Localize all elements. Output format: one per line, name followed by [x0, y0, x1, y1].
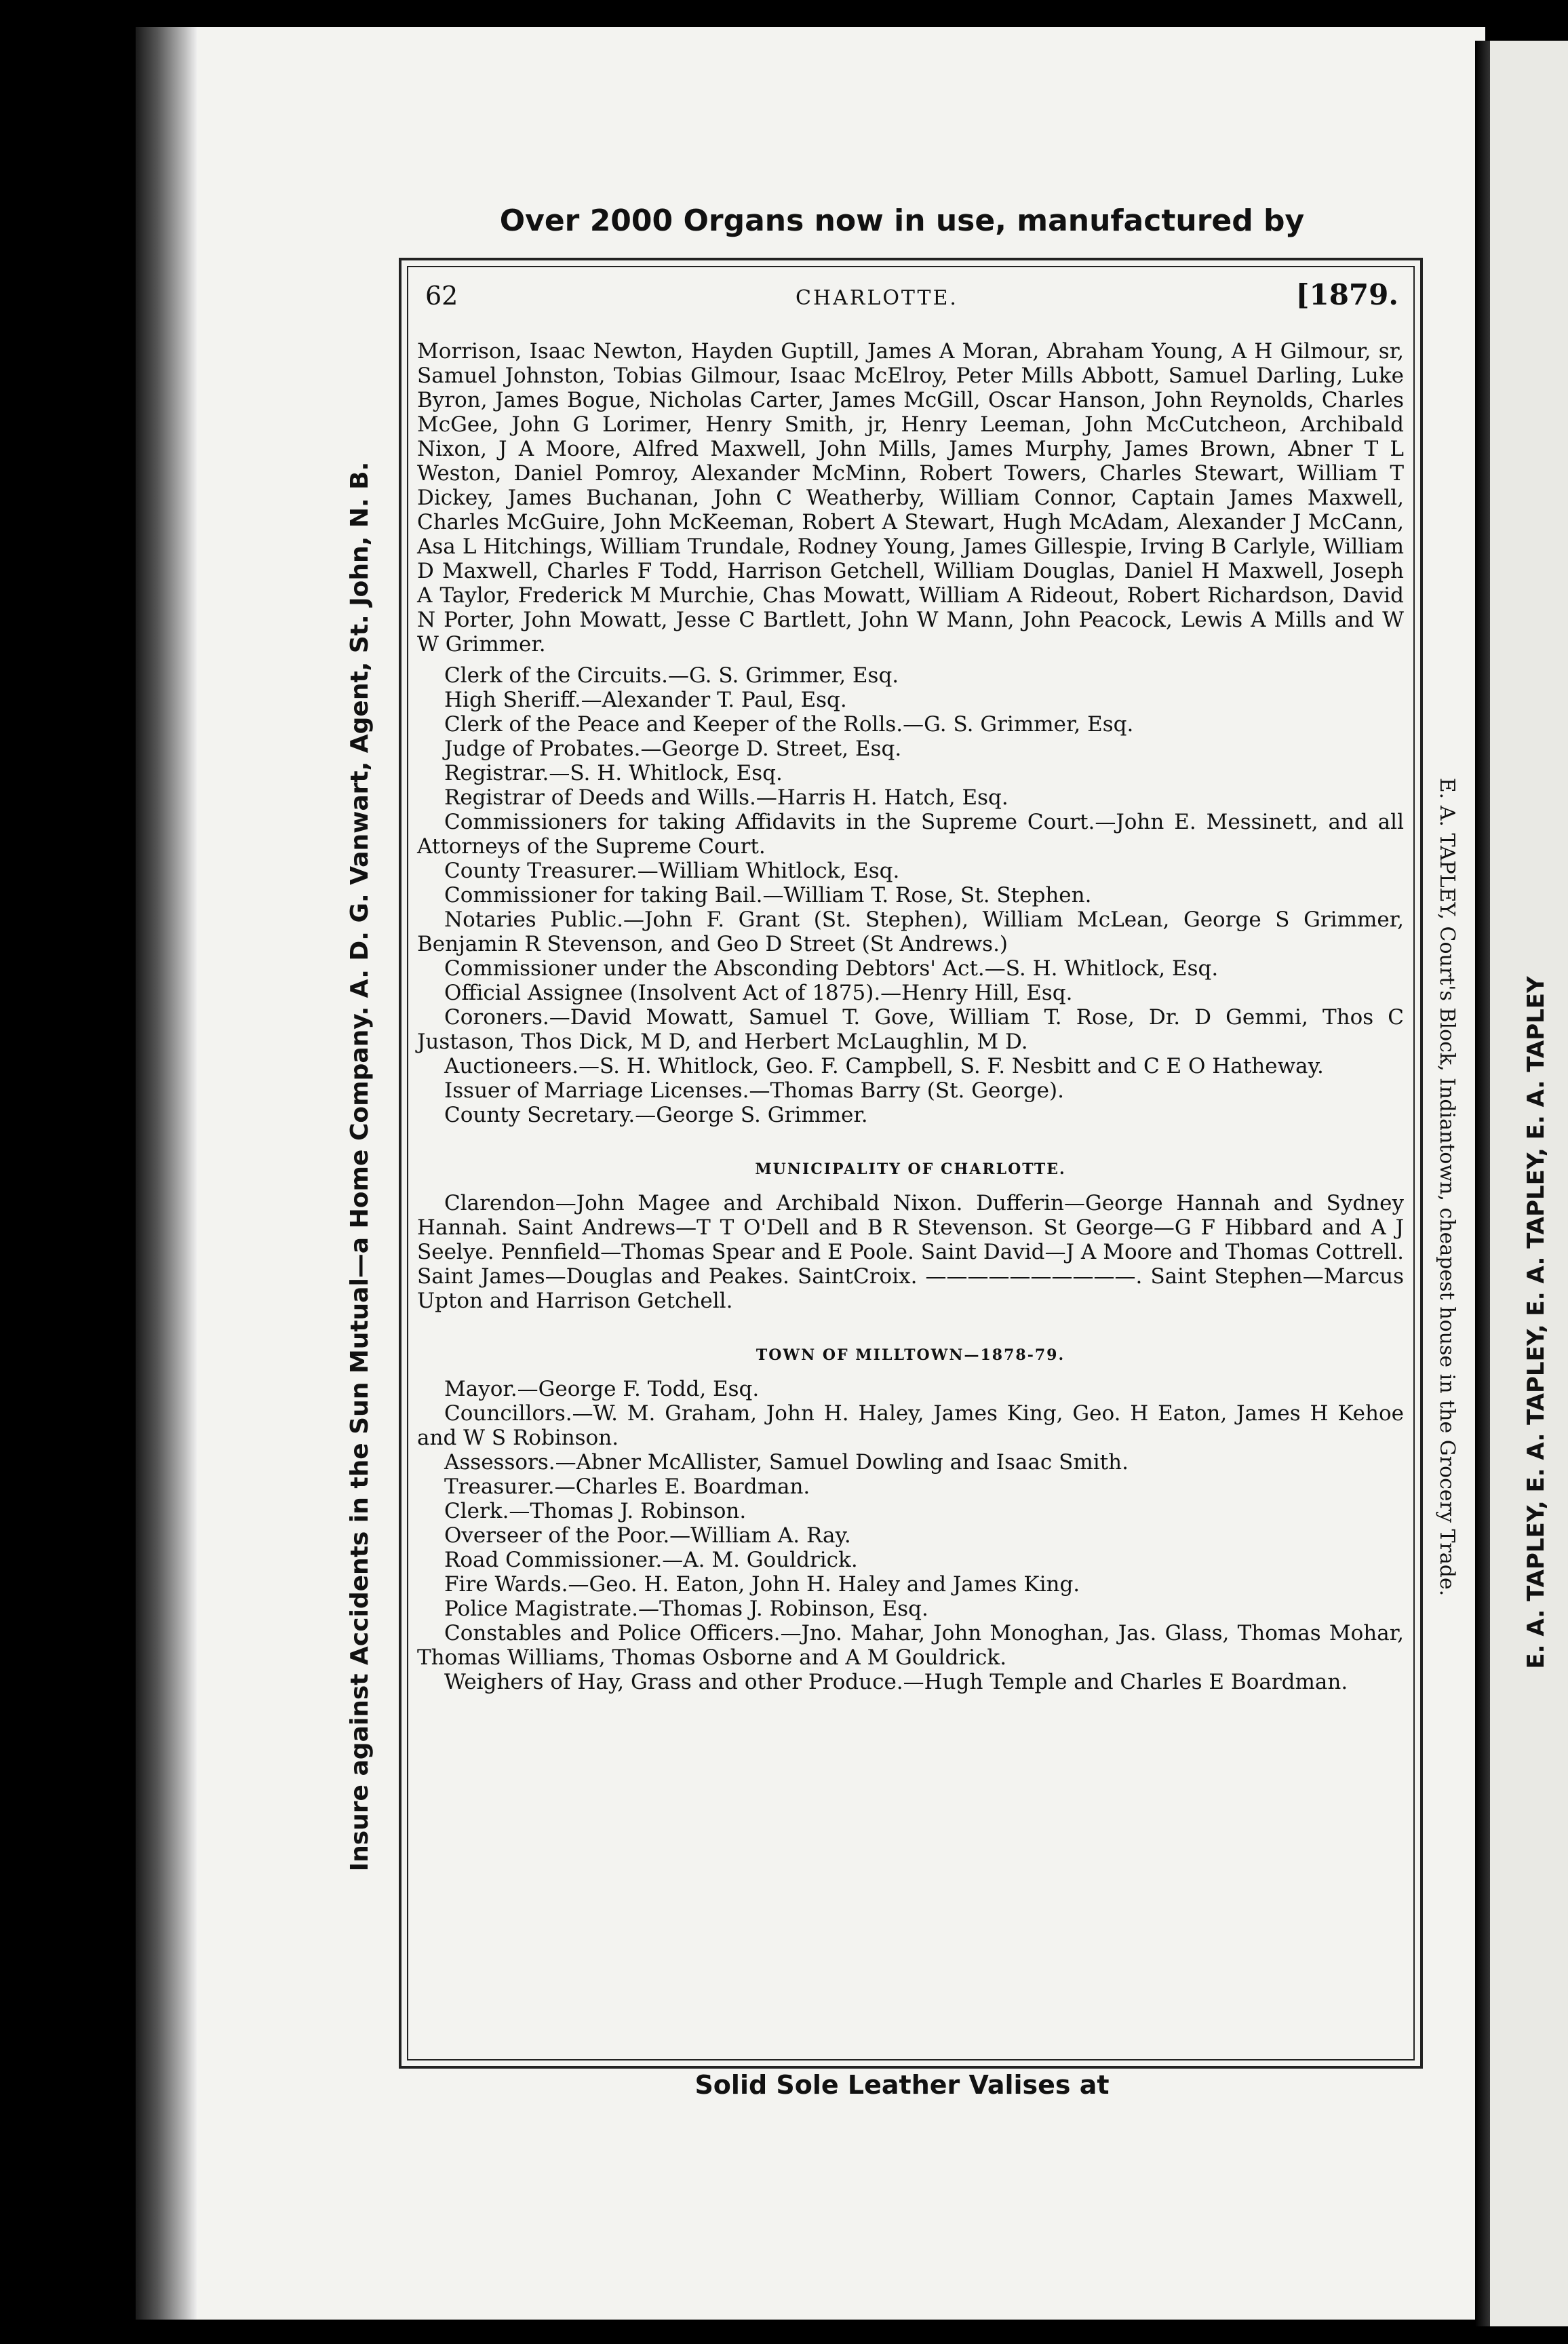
list-item: Weighers of Hay, Grass and other Produce.—Hugh Temple and Charles E Boardman. [444, 1670, 1348, 1694]
list-item: Auctioneers.—S. H. Whitlock, Geo. F. Campbell, S. F. Nesbitt and C E O Hatheway. [444, 1054, 1324, 1078]
right-side-advertisement: E. A. TAPLEY, Court's Block, Indiantown, cheapest house in the Grocery Trade. [1435, 777, 1459, 1597]
list-item: Commissioner for taking Bail.—William T. Rose, St. Stephen. [444, 883, 1092, 907]
list-item: Registrar of Deeds and Wills.—Harris H. Hatch, Esq. [444, 785, 1008, 810]
milltown-title: TOWN OF MILLTOWN—1878-79. [756, 1346, 1065, 1364]
list-item: Official Assignee (Insolvent Act of 1875).—Henry Hill, Esq. [444, 981, 1073, 1005]
list-item: Councillors.—W. M. Graham, John H. Haley, James King, Geo. H Eaton, James H Kehoe and W S Robinson. [417, 1401, 1404, 1450]
list-item: Assessors.—Abner McAllister, Samuel Dowling and Isaac Smith. [444, 1450, 1129, 1474]
list-item: Overseer of the Poor.—William A. Ray. [444, 1523, 851, 1548]
list-item: Clerk.—Thomas J. Robinson. [444, 1499, 747, 1523]
list-item: Clerk of the Circuits.—G. S. Grimmer, Esq. [444, 663, 899, 688]
page-number: 62 [425, 281, 458, 311]
page-content [417, 271, 1404, 1694]
left-side-advertisement: Insure against Accidents in the Sun Mutual—a Home Company. A. D. G. Vanwart, Agent, St. John, N. B. [346, 461, 374, 1872]
list-item: Road Commissioner.—A. M. Gouldrick. [444, 1548, 858, 1572]
list-item: Constables and Police Officers.—Jno. Mahar, John Monoghan, Jas. Glass, Thomas Mohar, Thomas Williams, Thomas Osborne and A M Gouldrick. [417, 1621, 1404, 1670]
list-item: Issuer of Marriage Licenses.—Thomas Barry (St. George). [444, 1078, 1064, 1103]
list-item: County Secretary.—George S. Grimmer. [444, 1103, 868, 1127]
top-advertisement: Over 2000 Organs now in use, manufactured by [499, 203, 1305, 238]
list-item: Notaries Public.—John F. Grant (St. Stephen), William McLean, George S Grimmer, Benjamin R Stevenson, and Geo D Street (St Andrews.) [417, 907, 1404, 956]
book-binding [136, 27, 197, 2320]
list-item: Police Magistrate.—Thomas J. Robinson, Esq. [444, 1597, 928, 1621]
list-item: Judge of Probates.—George D. Street, Esq. [444, 737, 902, 761]
county-officers-list [417, 663, 1404, 1127]
list-item: Commissioners for taking Affidavits in the Supreme Court.—John E. Messinett, and all Attorneys of the Supreme Court. [417, 810, 1404, 859]
municipality-paragraph: Clarendon—John Magee and Archibald Nixon. Dufferin—George Hannah and Sydney Hannah. Saint Andrews—T T O'Dell and B R Stevenson. St George—G F Hibbard and A J Seelye. Pennfield—Thomas Spear and E Poole. Saint David—J A Moore and Thomas Cottrell. Saint James—Douglas and Peakes. SaintCroix. ——————————. Saint Stephen—Marcus Upton and Harrison Getchell. [417, 1191, 1404, 1313]
milltown-officers-list [417, 1377, 1404, 1694]
facing-page-advertisement: E. A. TAPLEY, E. A. TAPLEY, E. A. TAPLEY, E. A. TAPLEY [1523, 976, 1550, 1669]
list-item: County Treasurer.—William Whitlock, Esq. [444, 859, 900, 883]
list-item: Coroners.—David Mowatt, Samuel T. Gove, William T. Rose, Dr. D Gemmi, Thos C Justason, Thos Dick, M D, and Herbert McLaughlin, M D. [417, 1005, 1404, 1054]
list-item: Treasurer.—Charles E. Boardman. [444, 1474, 810, 1499]
list-item: Fire Wards.—Geo. H. Eaton, John H. Haley and James King. [444, 1572, 1080, 1597]
list-item: Commissioner under the Absconding Debtors' Act.—S. H. Whitlock, Esq. [444, 956, 1219, 981]
running-title: CHARLOTTE. [796, 286, 958, 310]
list-item: Registrar.—S. H. Whitlock, Esq. [444, 761, 783, 785]
list-item: Mayor.—George F. Todd, Esq. [444, 1377, 760, 1401]
page-header [417, 271, 1404, 319]
page-gutter [1475, 41, 1490, 2326]
list-item: High Sheriff.—Alexander T. Paul, Esq. [444, 688, 847, 712]
bottom-advertisement: Solid Sole Leather Valises at [694, 2070, 1110, 2100]
page-year: [1879. [1295, 278, 1398, 311]
list-item: Clerk of the Peace and Keeper of the Rolls.—G. S. Grimmer, Esq. [444, 712, 1134, 737]
municipality-title: MUNICIPALITY OF CHARLOTTE. [755, 1160, 1066, 1178]
names-paragraph: Morrison, Isaac Newton, Hayden Guptill, James A Moran, Abraham Young, A H Gilmour, sr, Samuel Johnston, Tobias Gilmour, Isaac McElroy, Peter Mills Abbott, Samuel Darling, Luke Byron, James Bogue, Nicholas Carter, James McGill, Oscar Hanson, John Reynolds, Charles McGee, John G Lorimer, Henry Smith, jr, Henry Leeman, John McCutcheon, Archibald Nixon, J A Moore, Alfred Maxwell, John Mills, James Murphy, James Brown, Abner T L Weston, Daniel Pomroy, Alexander McMinn, Robert Towers, Charles Stewart, William T Dickey, James Buchanan, John C Weatherby, William Connor, Captain James Maxwell, Charles McGuire, John McKeeman, Robert A Stewart, Hugh McAdam, Alexander J McCann, Asa L Hitchings, William Trundale, Rodney Young, James Gillespie, Irving B Carlyle, William D Maxwell, Charles F Todd, Harrison Getchell, William Douglas, Daniel H Maxwell, Joseph A Taylor, Frederick M Murchie, Chas Mowatt, William A Rideout, Robert Richardson, David N Porter, John Mowatt, Jesse C Bartlett, John W Mann, John Peacock, Lewis A Mills and W W Grimmer. [417, 339, 1404, 657]
